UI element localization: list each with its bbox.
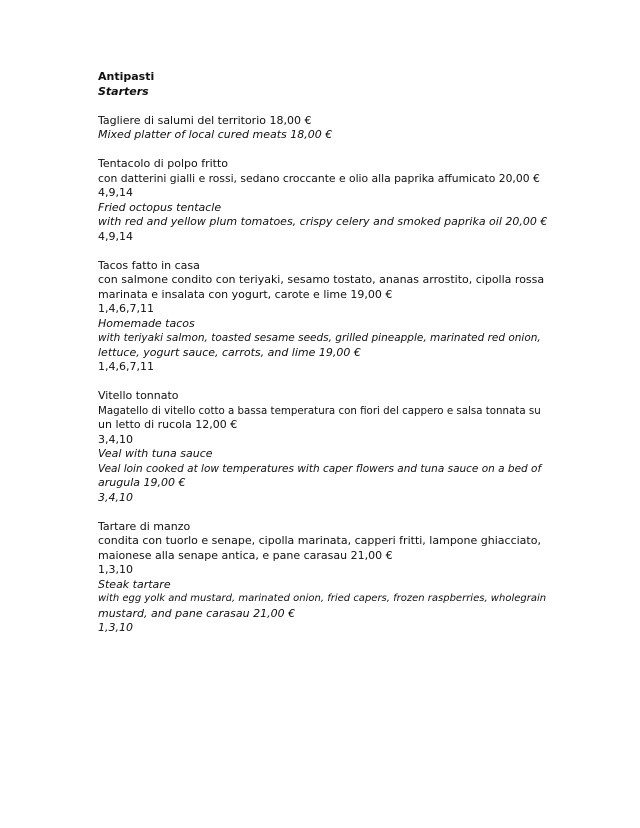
dish-allergens-english: 1,4,6,7,11 [98,360,154,373]
dish-allergens-english: 4,9,14 [98,229,133,243]
dish-salumi [98,114,548,143]
dish-description-italian-line-1: condita con tuorlo e senape, cipolla marinata, capperi fritti, lampone ghiacciato, [98,534,541,547]
dish-tartare [98,520,548,636]
dish-allergens-italian: 3,4,10 [98,432,133,446]
section-title-italian: Antipasti [98,70,155,83]
dish-description-english-line-2: lettuce, yogurt sauce, carrots, and lime 19,00 € [98,345,361,359]
dish-allergens-english: 3,4,10 [98,490,133,504]
dish-allergens-english: 1,3,10 [98,621,133,634]
dish-allergens-italian: 1,3,10 [98,563,133,576]
dish-allergens-italian: 4,9,14 [98,186,133,199]
dish-polpo [98,157,548,244]
dish-name-italian: Tagliere di salumi del territorio 18,00 € [98,113,312,127]
dish-allergens-italian: 1,4,6,7,11 [98,302,154,315]
section-header [98,70,548,99]
dish-description-italian-line-2: maionese alla senape antica, e pane carasau 21,00 € [98,548,393,562]
dish-name-italian: Tacos fatto in casa [98,258,200,272]
dish-description-english-line-1: Veal loin cooked at low temperatures with caper flowers and tuna sauce on a bed of [98,462,542,475]
dish-description-italian-line-1: Magatello di vitello cotto a bassa temperatura con fiori del cappero e salsa tonnata su [98,404,541,417]
menu-page [98,70,548,650]
dish-description-italian: con datterini gialli e rossi, sedano croccante e olio alla paprika affumicato 20,00 € [98,171,540,185]
dish-name-english: Steak tartare [98,577,171,591]
dish-description-english-line-1: with teriyaki salmon, toasted sesame seeds, grilled pineapple, marinated red onion, [98,332,541,344]
dish-name-english: Homemade tacos [98,316,195,330]
section-title-english: Starters [98,84,149,98]
dish-description-english-line-1: with egg yolk and mustard, marinated onion, fried capers, frozen raspberries, wholegrain [98,593,547,604]
dish-name-english: Fried octopus tentacle [98,200,222,214]
dish-description-italian-line-2: un letto di rucola 12,00 € [98,418,238,431]
dish-name-italian: Tartare di manzo [98,519,191,533]
dish-vitello [98,389,548,505]
dish-description-english-line-2: arugula 19,00 € [98,476,186,489]
dish-description-italian-line-1: con salmone condito con teriyaki, sesamo tostato, ananas arrostito, cipolla rossa [98,273,545,286]
dish-name-english: Veal with tuna sauce [98,447,213,460]
dish-name-english: Mixed platter of local cured meats 18,00 € [98,128,333,141]
dish-description-english: with red and yellow plum tomatoes, crispy celery and smoked paprika oil 20,00 € [98,215,548,228]
dish-name-italian: Vitello tonnato [98,389,179,402]
dish-description-italian-line-2: marinata e insalata con yogurt, carote e lime 19,00 € [98,287,393,301]
dish-name-italian: Tentacolo di polpo fritto [98,157,229,170]
dish-description-english-line-2: mustard, and pane carasau 21,00 € [98,606,296,620]
dish-tacos [98,259,548,375]
